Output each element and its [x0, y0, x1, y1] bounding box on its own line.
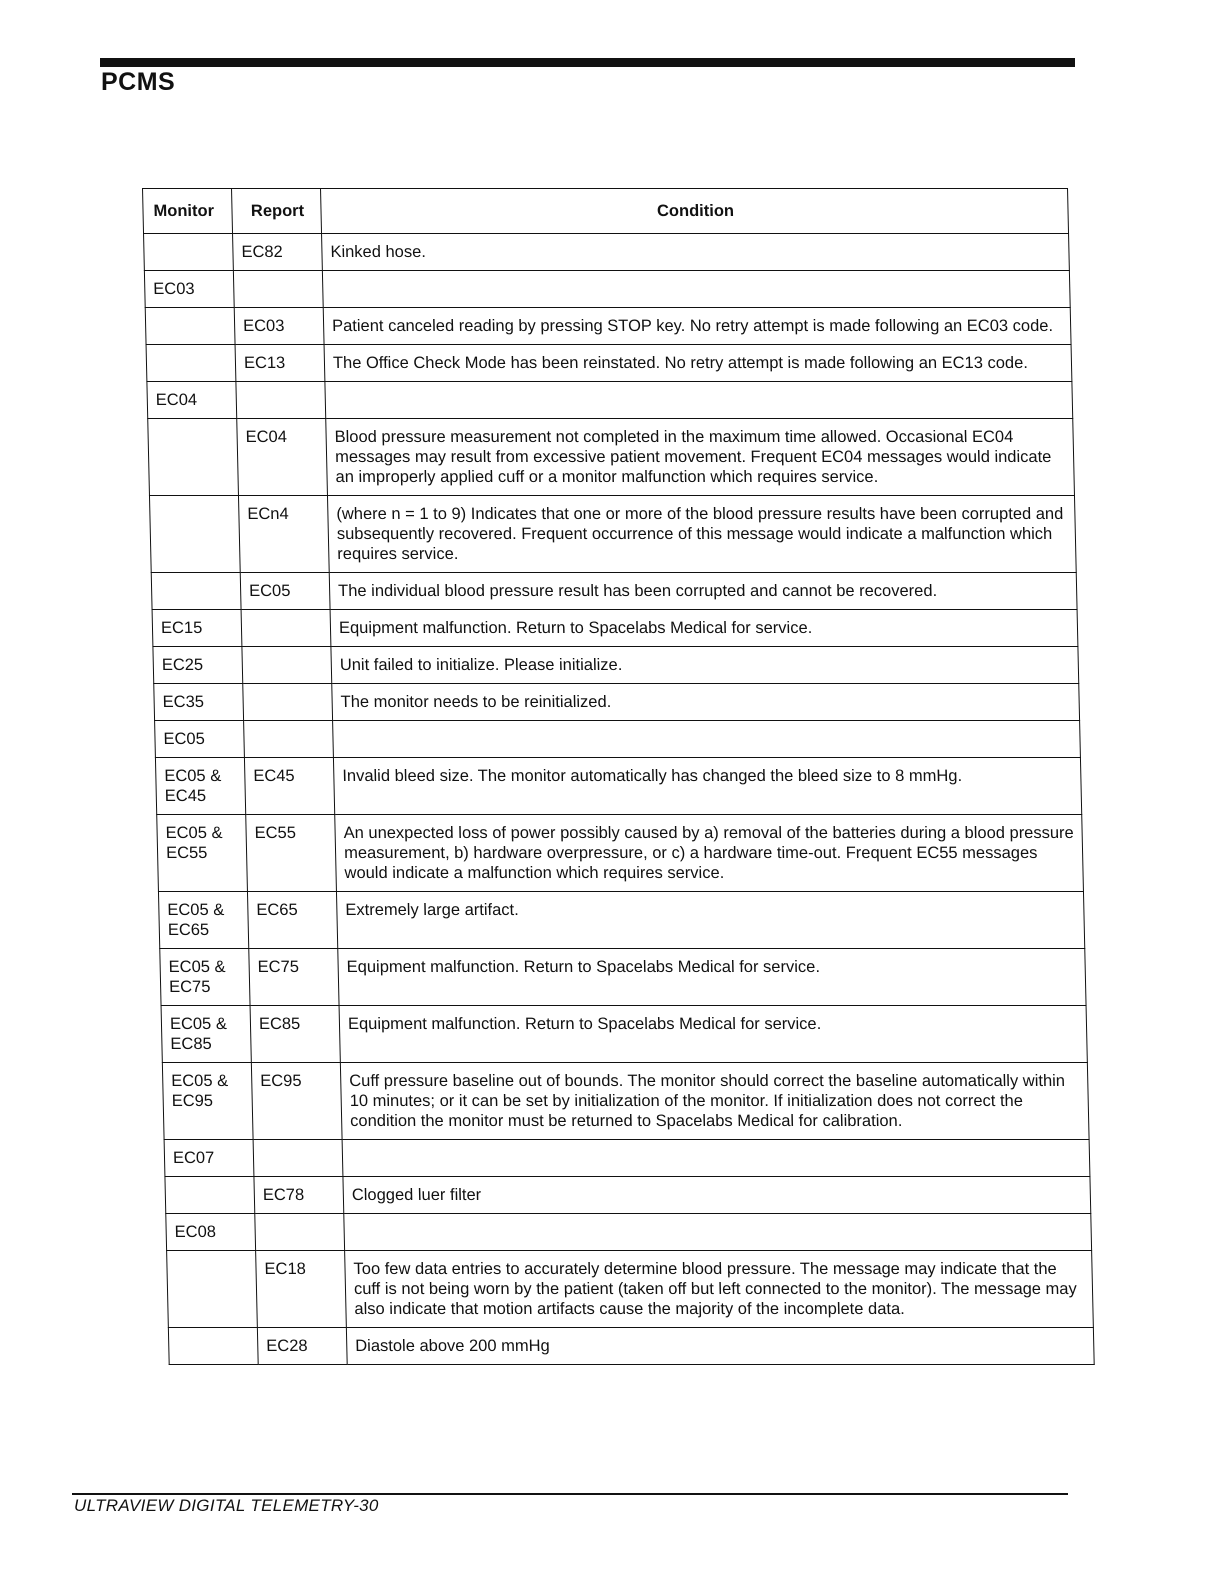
report-cell: EC75: [249, 949, 339, 1006]
table-row: [158, 892, 1084, 949]
report-cell: ECn4: [238, 496, 329, 573]
report-cell: EC13: [235, 345, 325, 382]
monitor-cell: [144, 234, 234, 271]
condition-cell: [342, 1140, 1090, 1177]
monitor-cell: EC05 & EC55: [157, 815, 248, 892]
condition-cell: Blood pressure measurement not completed in the maximum time allowed. Occasional EC04 messages may result from excessive patient movement. Frequent EC04 messages would indicate an improperly applied cuff or a monitor malfunction which requires service.: [326, 419, 1075, 496]
monitor-cell: EC05: [155, 721, 245, 758]
report-cell: [253, 1140, 343, 1177]
footer-rule: [72, 1493, 1068, 1495]
monitor-cell: EC05 & EC75: [160, 949, 250, 1006]
table-row: [149, 496, 1076, 573]
condition-cell: Unit failed to initialize. Please initialize.: [331, 647, 1079, 684]
table-row: [151, 573, 1077, 610]
monitor-cell: [148, 419, 239, 496]
condition-cell: The individual blood pressure result has been corrupted and cannot be recovered.: [329, 573, 1077, 610]
table-header-row: [143, 189, 1069, 234]
monitor-cell: [165, 1177, 255, 1214]
condition-cell: Too few data entries to accurately determine blood pressure. The message may indicate that the cuff is not being worn by the patient (taken off but left connected to the monitor). The message may also indicate that motion artifacts cause the majority of the incomplete data.: [345, 1251, 1094, 1328]
table-row: [155, 721, 1081, 758]
top-rule: [100, 58, 1075, 67]
report-cell: [233, 271, 323, 308]
monitor-cell: [168, 1328, 258, 1365]
table-row: [144, 234, 1070, 271]
report-cell: EC95: [251, 1063, 342, 1140]
monitor-cell: [167, 1251, 258, 1328]
section-title: PCMS: [101, 68, 176, 96]
monitor-cell: EC04: [147, 382, 237, 419]
table-row: [166, 1214, 1092, 1251]
report-cell: [242, 647, 332, 684]
report-cell: [243, 684, 333, 721]
report-cell: [244, 721, 334, 758]
footer-text: ULTRAVIEW DIGITAL TELEMETRY-30: [74, 1496, 379, 1515]
condition-cell: Cuff pressure baseline out of bounds. The monitor should correct the baseline automatically within 10 minutes; or it can be set by initialization of the monitor. If initialization does not correct the condition the monitor must be returned to Spacelabs Medical for calibration.: [340, 1063, 1089, 1140]
report-cell: EC82: [233, 234, 323, 271]
monitor-cell: EC08: [166, 1214, 256, 1251]
condition-cell: (where n = 1 to 9) Indicates that one or more of the blood pressure results have been corrupted and subsequently recovered. Frequent occurrence of this message would indicate a malfunction which requires service.: [327, 496, 1076, 573]
condition-cell: Invalid bleed size. The monitor automatically has changed the bleed size to 8 mmHg.: [333, 758, 1081, 815]
table-row: [162, 1063, 1089, 1140]
report-cell: EC18: [256, 1251, 347, 1328]
table-row: [155, 758, 1081, 815]
table-row: [167, 1251, 1094, 1328]
report-cell: EC78: [254, 1177, 344, 1214]
condition-cell: The monitor needs to be reinitialized.: [332, 684, 1080, 721]
monitor-cell: EC03: [144, 271, 234, 308]
table-row: [154, 684, 1080, 721]
monitor-cell: EC05 & EC45: [155, 758, 245, 815]
condition-cell: [333, 721, 1081, 758]
table-row: [157, 815, 1084, 892]
report-cell: [236, 382, 326, 419]
report-cell: EC03: [234, 308, 324, 345]
header-condition: Condition: [321, 189, 1069, 234]
condition-cell: Patient canceled reading by pressing STOP key. No retry attempt is made following an EC03 code.: [323, 308, 1071, 345]
condition-cell: Equipment malfunction. Return to Spacelabs Medical for service.: [339, 1006, 1087, 1063]
table-row: [147, 382, 1073, 419]
condition-cell: Diastole above 200 mmHg: [346, 1328, 1094, 1365]
monitor-cell: [149, 496, 240, 573]
table-row: [144, 271, 1070, 308]
monitor-cell: [145, 308, 235, 345]
table-row: [164, 1140, 1090, 1177]
monitor-cell: EC05 & EC85: [161, 1006, 251, 1063]
monitor-cell: EC07: [164, 1140, 254, 1177]
report-cell: EC05: [240, 573, 330, 610]
report-cell: EC55: [246, 815, 337, 892]
header-report: Report: [232, 189, 322, 234]
report-cell: [241, 610, 331, 647]
table-body: [144, 234, 1095, 1365]
condition-cell: [325, 382, 1073, 419]
monitor-cell: EC15: [152, 610, 242, 647]
table-row: [165, 1177, 1091, 1214]
table-row: [160, 949, 1086, 1006]
table-row: [145, 308, 1071, 345]
monitor-cell: EC25: [153, 647, 243, 684]
report-cell: [255, 1214, 345, 1251]
header-monitor: Monitor: [143, 189, 233, 234]
condition-cell: [322, 271, 1070, 308]
condition-cell: [344, 1214, 1092, 1251]
monitor-cell: EC05 & EC95: [162, 1063, 253, 1140]
report-cell: EC45: [244, 758, 334, 815]
condition-cell: Equipment malfunction. Return to Spacelabs Medical for service.: [338, 949, 1086, 1006]
monitor-cell: EC35: [154, 684, 244, 721]
table-row: [146, 345, 1072, 382]
table-row: [161, 1006, 1087, 1063]
report-cell: EC85: [250, 1006, 340, 1063]
condition-cell: Equipment malfunction. Return to Spacelabs Medical for service.: [330, 610, 1078, 647]
error-code-table: [142, 188, 1095, 1365]
table-row: [148, 419, 1075, 496]
report-cell: EC04: [237, 419, 328, 496]
condition-cell: Extremely large artifact.: [336, 892, 1084, 949]
condition-cell: The Office Check Mode has been reinstated. No retry attempt is made following an EC13 code.: [324, 345, 1072, 382]
table-row: [152, 610, 1078, 647]
monitor-cell: [146, 345, 236, 382]
condition-cell: Clogged luer filter: [343, 1177, 1091, 1214]
monitor-cell: [151, 573, 241, 610]
condition-cell: An unexpected loss of power possibly caused by a) removal of the batteries during a blood pressure measurement, b) hardware overpressure, or c) a hardware time-out. Frequent EC55 messages would indicate a malfunction which requires service.: [335, 815, 1084, 892]
table-row: [153, 647, 1079, 684]
table-row: [168, 1328, 1094, 1365]
report-cell: EC65: [247, 892, 337, 949]
monitor-cell: EC05 & EC65: [158, 892, 248, 949]
report-cell: EC28: [257, 1328, 347, 1365]
condition-cell: Kinked hose.: [322, 234, 1070, 271]
